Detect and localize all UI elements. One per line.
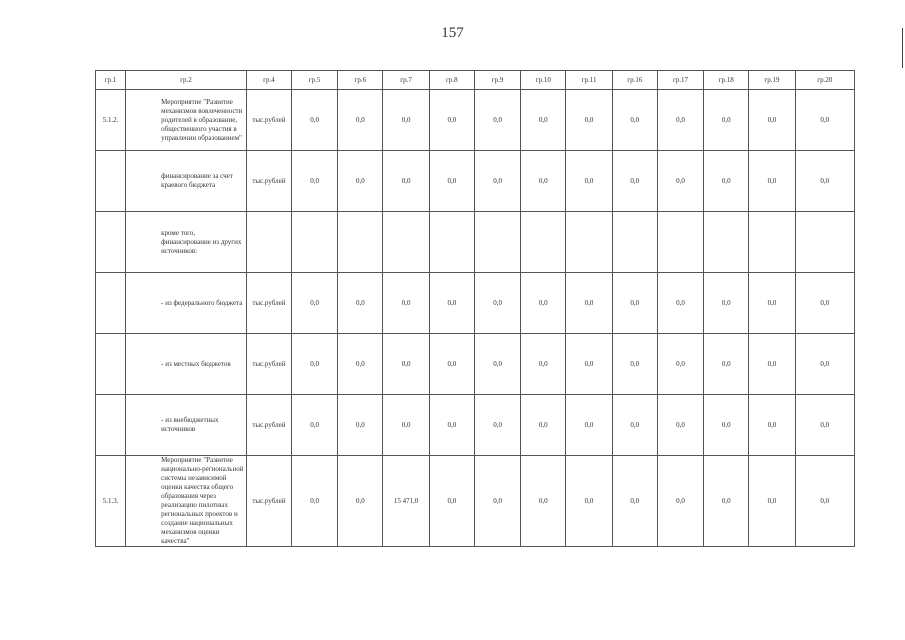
value-cell: 0,0: [383, 151, 429, 212]
value-cell: 0,0: [704, 90, 749, 151]
column-header: гр.2: [126, 71, 247, 90]
value-cell: [429, 212, 474, 273]
value-cell: [474, 212, 520, 273]
value-cell: [795, 212, 854, 273]
value-cell: [704, 212, 749, 273]
table-row: [96, 151, 855, 212]
value-cell: 0,0: [657, 151, 703, 212]
row-code: [96, 151, 126, 212]
value-cell: 0,0: [429, 334, 474, 395]
value-cell: 0,0: [566, 90, 612, 151]
value-cell: [338, 212, 383, 273]
value-cell: 0,0: [749, 90, 795, 151]
column-header: гр.17: [657, 71, 703, 90]
value-cell: 0,0: [749, 395, 795, 456]
value-cell: 0,0: [521, 90, 566, 151]
column-header: гр.18: [704, 71, 749, 90]
table-row: [96, 456, 855, 547]
column-header: гр.11: [566, 71, 612, 90]
value-cell: 0,0: [612, 456, 657, 547]
row-unit: тыс.рублей: [246, 90, 291, 151]
value-cell: 0,0: [749, 334, 795, 395]
value-cell: 0,0: [429, 151, 474, 212]
value-cell: 0,0: [795, 90, 854, 151]
row-unit: [246, 212, 291, 273]
value-cell: 0,0: [474, 90, 520, 151]
value-cell: 0,0: [338, 456, 383, 547]
value-cell: 0,0: [474, 151, 520, 212]
row-code: [96, 395, 126, 456]
value-cell: 0,0: [795, 395, 854, 456]
column-header: гр.9: [474, 71, 520, 90]
value-cell: 0,0: [429, 456, 474, 547]
row-name: - из внебюджетных источников: [126, 395, 247, 456]
value-cell: 0,0: [704, 456, 749, 547]
value-cell: 0,0: [795, 273, 854, 334]
value-cell: 0,0: [429, 273, 474, 334]
value-cell: 0,0: [292, 273, 338, 334]
value-cell: 0,0: [612, 90, 657, 151]
row-code: [96, 273, 126, 334]
value-cell: 0,0: [566, 151, 612, 212]
value-cell: 0,0: [338, 395, 383, 456]
row-name: Мероприятие "Развитие национально-региональной системы независимой оценки качества общего образования через реализацию пилотных региональных проектов и создание национальных механизмов оценки качества": [126, 456, 247, 547]
value-cell: 0,0: [429, 90, 474, 151]
value-cell: 0,0: [612, 273, 657, 334]
value-cell: 0,0: [704, 273, 749, 334]
value-cell: 15 471,0: [383, 456, 429, 547]
value-cell: 0,0: [795, 151, 854, 212]
row-unit: тыс.рублей: [246, 395, 291, 456]
column-header: гр.5: [292, 71, 338, 90]
value-cell: 0,0: [383, 334, 429, 395]
value-cell: 0,0: [566, 334, 612, 395]
value-cell: 0,0: [612, 151, 657, 212]
value-cell: 0,0: [657, 334, 703, 395]
value-cell: 0,0: [704, 151, 749, 212]
budget-table: [95, 70, 855, 547]
column-header: гр.10: [521, 71, 566, 90]
value-cell: 0,0: [657, 456, 703, 547]
value-cell: 0,0: [521, 456, 566, 547]
value-cell: 0,0: [474, 273, 520, 334]
column-header: гр.8: [429, 71, 474, 90]
row-unit: тыс.рублей: [246, 456, 291, 547]
table-row: [96, 273, 855, 334]
column-header: гр.19: [749, 71, 795, 90]
row-unit: тыс.рублей: [246, 334, 291, 395]
row-unit: тыс.рублей: [246, 151, 291, 212]
column-header: гр.20: [795, 71, 854, 90]
row-name: Мероприятие "Развитие механизмов вовлеченности родителей в образование, общественного участия в управлении образованием": [126, 90, 247, 151]
value-cell: 0,0: [657, 273, 703, 334]
value-cell: [566, 212, 612, 273]
value-cell: [521, 212, 566, 273]
value-cell: 0,0: [383, 395, 429, 456]
column-header: гр.7: [383, 71, 429, 90]
value-cell: 0,0: [566, 395, 612, 456]
value-cell: 0,0: [292, 151, 338, 212]
value-cell: 0,0: [521, 395, 566, 456]
value-cell: 0,0: [795, 334, 854, 395]
row-name: - из федерального бюджета: [126, 273, 247, 334]
value-cell: 0,0: [749, 273, 795, 334]
value-cell: [292, 212, 338, 273]
value-cell: 0,0: [338, 90, 383, 151]
row-code: [96, 334, 126, 395]
value-cell: 0,0: [657, 90, 703, 151]
value-cell: 0,0: [338, 151, 383, 212]
value-cell: 0,0: [795, 456, 854, 547]
table-row: [96, 90, 855, 151]
value-cell: 0,0: [292, 90, 338, 151]
column-header: гр.6: [338, 71, 383, 90]
value-cell: [383, 212, 429, 273]
value-cell: 0,0: [612, 395, 657, 456]
value-cell: [657, 212, 703, 273]
value-cell: 0,0: [474, 334, 520, 395]
value-cell: 0,0: [704, 334, 749, 395]
value-cell: 0,0: [749, 456, 795, 547]
value-cell: 0,0: [566, 456, 612, 547]
value-cell: 0,0: [657, 395, 703, 456]
scan-edge-line: [902, 28, 903, 68]
row-code: 5.1.3.: [96, 456, 126, 547]
value-cell: 0,0: [292, 456, 338, 547]
value-cell: [612, 212, 657, 273]
value-cell: [749, 212, 795, 273]
row-code: [96, 212, 126, 273]
column-header: гр.4: [246, 71, 291, 90]
value-cell: 0,0: [383, 90, 429, 151]
value-cell: 0,0: [292, 395, 338, 456]
row-code: 5.1.2.: [96, 90, 126, 151]
value-cell: 0,0: [612, 334, 657, 395]
value-cell: 0,0: [474, 456, 520, 547]
row-name: - из местных бюджетов: [126, 334, 247, 395]
column-header: гр.1: [96, 71, 126, 90]
value-cell: 0,0: [429, 395, 474, 456]
value-cell: 0,0: [521, 334, 566, 395]
value-cell: 0,0: [521, 151, 566, 212]
column-header: гр.16: [612, 71, 657, 90]
value-cell: 0,0: [338, 273, 383, 334]
table-row: [96, 334, 855, 395]
value-cell: 0,0: [566, 273, 612, 334]
value-cell: 0,0: [749, 151, 795, 212]
table-row: [96, 212, 855, 273]
header-row: [96, 71, 855, 90]
value-cell: 0,0: [474, 395, 520, 456]
row-unit: тыс.рублей: [246, 273, 291, 334]
row-name: кроме того, финансирование из других источников:: [126, 212, 247, 273]
row-name: финансирование за счет краевого бюджета: [126, 151, 247, 212]
page-number: 157: [441, 25, 464, 41]
value-cell: 0,0: [521, 273, 566, 334]
value-cell: 0,0: [704, 395, 749, 456]
value-cell: 0,0: [338, 334, 383, 395]
value-cell: 0,0: [292, 334, 338, 395]
table-row: [96, 395, 855, 456]
value-cell: 0,0: [383, 273, 429, 334]
